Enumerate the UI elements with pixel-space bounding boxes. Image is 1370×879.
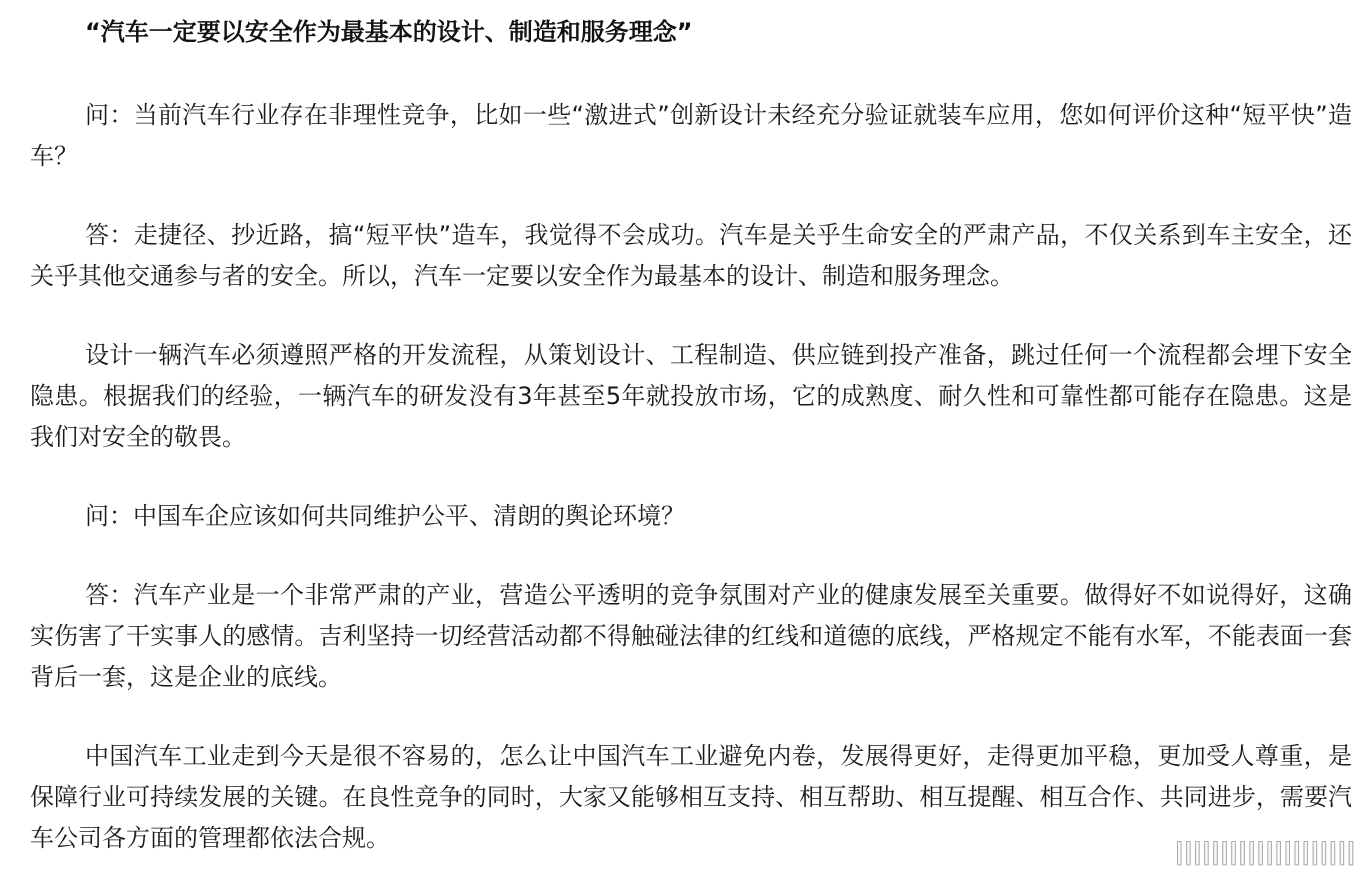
paragraph-question-2: 问：中国车企应该如何共同维护公平、清朗的舆论环境？	[85, 502, 685, 530]
watermark-logo: ||||||||||||||||||||	[1175, 840, 1356, 865]
article-body	[30, 12, 1352, 859]
paragraph-answer-2: 答：汽车产业是一个非常严肃的产业，营造公平透明的竞争氛围对产业的健康发展至关重要。做得好不如说得好，这确实伤害了干实事人的感情。吉利坚持一切经营活动都不得触碰法律的红线和道德的底线，严格规定不能有水军，不能表面一套背后一套，这是企业的底线。	[30, 581, 1352, 691]
paragraph-question-1: 问：当前汽车行业存在非理性竞争，比如一些“激进式”创新设计未经充分验证就装车应用，您如何评价这种“短平快”造车？	[30, 101, 1352, 170]
paragraph-answer-2-continued: 中国汽车工业走到今天是很不容易的，怎么让中国汽车工业避免内卷，发展得更好，走得更加平稳，更加受人尊重，是保障行业可持续发展的关键。在良性竞争的同时，大家又能够相互支持、相互帮助、相互提醒、相互合作、共同进步，需要汽车公司各方面的管理都依法合规。	[30, 742, 1352, 852]
paragraph-answer-1-continued: 设计一辆汽车必须遵照严格的开发流程，从策划设计、工程制造、供应链到投产准备，跳过任何一个流程都会埋下安全隐患。根据我们的经验，一辆汽车的研发没有3年甚至5年就投放市场，它的成熟度、耐久性和可靠性都可能存在隐患。这是我们对安全的敬畏。	[30, 341, 1352, 451]
article-heading: “汽车一定要以安全作为最基本的设计、制造和服务理念”	[85, 18, 693, 46]
paragraph-answer-1: 答：走捷径、抄近路，搞“短平快”造车，我觉得不会成功。汽车是关乎生命安全的严肃产品，不仅关系到车主安全，还关乎其他交通参与者的安全。所以，汽车一定要以安全作为最基本的设计、制造和服务理念。	[30, 221, 1352, 290]
